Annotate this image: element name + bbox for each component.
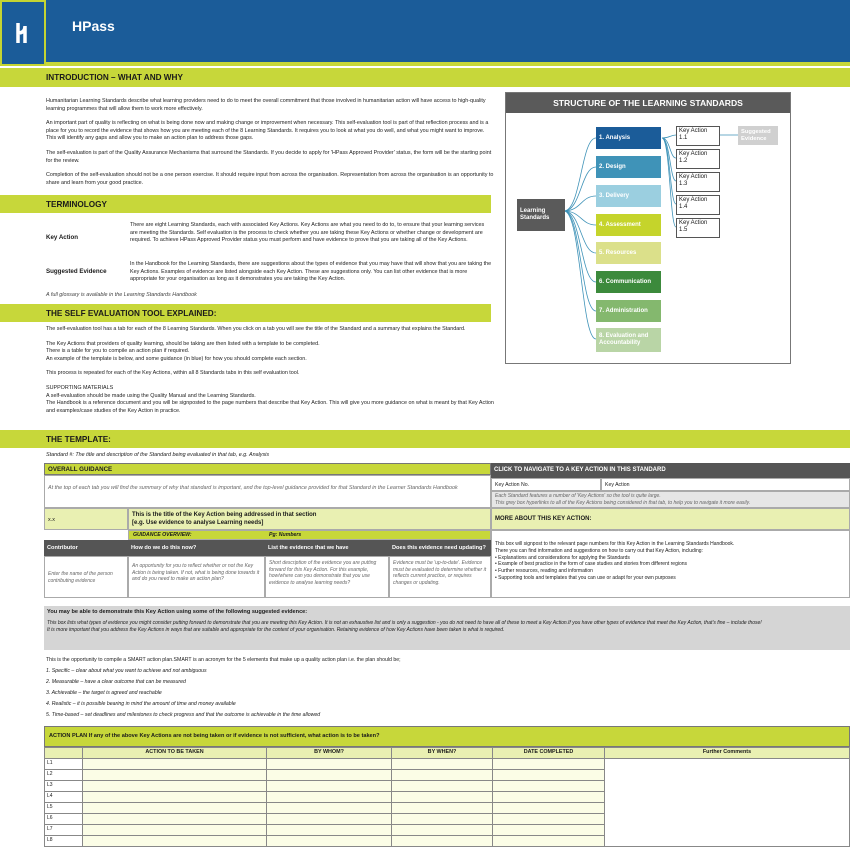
terminology-band <box>0 195 491 213</box>
plan-cell[interactable] <box>267 770 392 781</box>
row-how[interactable]: An opportunity for you to reflect whether or not the Key Action is being taken. If not, what is being done towards it and do you need to make an action plan? <box>128 556 265 598</box>
plan-col-completed: DATE COMPLETED <box>493 748 605 759</box>
self-eval-p2b: There is a table for you to compile an action plan if required. <box>46 348 190 355</box>
plan-col-when: BY WHEN? <box>392 748 493 759</box>
self-eval-p3: This process is repeated for each of the Key Actions, within all 8 Standards tabs in this self evaluation tool. <box>46 370 300 377</box>
key-action-1-5 <box>676 218 720 238</box>
evidence-panel-text-1: This box lists what types of evidence you might consider putting forward to demonstrate that you are meeting this Key Action. It is not an exhaustive list and is only a suggestion - you do not need to have all of these to meet a Key Action.If you have other types of evidence that meet the Key Action, that's fine – include those! <box>47 620 762 626</box>
header-accent <box>0 62 850 66</box>
key-action-term: Key Action <box>46 234 79 241</box>
key-action-1-4 <box>676 195 720 215</box>
more-text-1: This box will signpost to the relevant page numbers for this Key Action in the Learning Standards Handbook. <box>495 541 735 547</box>
action-plan-header: ACTION PLAN If any of the above Key Actions are not being taken or if evidence is not sufficient, what action is to be taken? <box>44 726 850 747</box>
guidance-overview-label: GUIDANCE OVERVIEW: <box>133 532 192 538</box>
overall-guidance-header: OVERALL GUIDANCE <box>44 463 491 475</box>
self-eval-p4b: A self-evaluation should be made using the Quality Manual and the Learning Standards. <box>46 392 256 399</box>
plan-row-label: L2 <box>45 770 83 781</box>
plan-cell[interactable] <box>83 759 267 770</box>
action-plan-table <box>44 747 850 847</box>
plan-cell[interactable] <box>493 781 605 792</box>
brand-name: HPass <box>72 18 115 34</box>
standard-resources[interactable]: 5. Resources <box>596 242 661 264</box>
plan-cell[interactable] <box>392 825 493 836</box>
key-action-number: 1.5 <box>679 227 688 233</box>
plan-cell[interactable] <box>267 792 392 803</box>
hpass-logo <box>0 0 46 66</box>
terminology-heading: TERMINOLOGY <box>46 199 107 209</box>
template-band <box>0 430 850 448</box>
plan-row-label: L3 <box>45 781 83 792</box>
plan-cell[interactable] <box>392 814 493 825</box>
standard-assessment[interactable]: 4. Assessment <box>596 214 661 236</box>
row-contributor[interactable]: Enter the name of the person contributing evidence <box>44 556 128 598</box>
key-action-1-2 <box>676 149 720 169</box>
plan-cell[interactable] <box>83 770 267 781</box>
key-action-label: Key Action <box>679 197 708 203</box>
plan-row-label: L8 <box>45 836 83 847</box>
intro-p1: Humanitarian Learning Standards describe what learning providers need to do to meet the overall commitment that those involved in humanitarian action will have access to high-quality learning programmes that will allow them to work more effectively. <box>46 98 486 112</box>
key-action-1-1 <box>676 126 720 146</box>
template-heading: THE TEMPLATE: <box>46 434 111 444</box>
plan-col-comments: Further Comments <box>605 748 850 759</box>
plan-cell[interactable] <box>493 814 605 825</box>
plan-row-label: L6 <box>45 814 83 825</box>
plan-cell[interactable] <box>392 836 493 847</box>
ka-number-cell: x.x <box>44 508 128 530</box>
header-bar <box>0 0 850 62</box>
standard-delivery[interactable]: 3. Delivery <box>596 185 661 207</box>
plan-cell[interactable] <box>267 825 392 836</box>
plan-cell[interactable] <box>267 759 392 770</box>
plan-cell[interactable] <box>493 770 605 781</box>
evidence-term: Suggested Evidence <box>46 268 107 275</box>
smart-achievable: 3. Achievable – the target is agreed and reachable <box>46 690 162 696</box>
plan-cell[interactable] <box>83 836 267 847</box>
plan-row-label: L7 <box>45 825 83 836</box>
col-contributor: Contributor <box>44 540 128 556</box>
self-eval-p2a: The Key Actions that providers of quality learning, should be taking are then listed with a template to be completed. <box>46 340 320 347</box>
self-eval-text <box>46 326 494 415</box>
col-evidence-list: List the evidence that we have <box>265 540 389 556</box>
suggested-evidence-panel <box>44 606 850 650</box>
ka-title-cell <box>128 508 491 530</box>
intro-p3: The self-evaluation is part of the Quality Assurance Mechanisms that surround the Standards. If you decide to apply for 'HPass Approved Provider' status, the form will be the starting point for the review. <box>46 149 492 164</box>
more-bullet-2: • Example of best practice in the form of case studies and stories from different regions <box>495 561 688 568</box>
smart-realistic: 4. Realistic – it is possible bearing in mind the amount of time and money available <box>46 701 236 707</box>
key-action-label: Key Action <box>679 220 708 226</box>
plan-cell[interactable] <box>267 836 392 847</box>
ka-col: Key Action <box>601 478 850 491</box>
self-eval-heading: THE SELF EVALUATION TOOL EXPLAINED: <box>46 308 217 318</box>
plan-cell[interactable] <box>83 814 267 825</box>
key-action-definition: There are eight Learning Standards, each with associated Key Actions. Key Actions are what you need to do to, to ensure that your learning services are meeting the Standards. Self evaluation is the process to check whether you are taking these Key Actions or whether change or development are required. To achieve HPass Approved Provider status you must perform and have evidence to prove that you are taking all of the Key Actions. <box>130 222 485 244</box>
intro-heading: INTRODUCTION – WHAT AND WHY <box>46 73 183 82</box>
ka-navigator-box[interactable] <box>491 491 850 508</box>
more-text-2: There you can find information and suggestions on how to carry out that Key Action, including: <box>495 547 703 554</box>
row-updating[interactable]: Evidence must be 'up-to-date'. Evidence must be evaluated to determine whether it reflects current practice, or requires changes or updating. <box>389 556 491 598</box>
self-eval-p4a: SUPPORTING MATERIALS <box>46 384 114 391</box>
plan-cell[interactable] <box>493 825 605 836</box>
ka-title-2: [e.g. Use evidence to analyse Learning needs] <box>132 520 264 526</box>
plan-comments-cell[interactable] <box>605 759 850 847</box>
more-bullet-3: • Further resources, reading and information <box>495 568 593 575</box>
page-numbers-label: Pg: Numbers <box>269 532 302 538</box>
plan-cell[interactable] <box>493 803 605 814</box>
plan-cell[interactable] <box>83 825 267 836</box>
smart-time-based: 5. Time-based – set deadlines and milestones to check progress and that the outcome is achievable in the time allowed <box>46 712 321 718</box>
self-eval-band <box>0 304 491 322</box>
plan-cell[interactable] <box>83 803 267 814</box>
intro-p4: Completion of the self-evaluation should not be a one person exercise. It should require input from across the organisation. Representation from across the organisation is an opportunity to share and learn from your good practice. <box>46 172 494 186</box>
self-eval-p1: The self-evaluation tool has a tab for each of the 8 Learning Standards. When you click on a tab you will see the title of the Standard and a summary that explains the Standard. <box>46 326 466 332</box>
plan-cell[interactable] <box>267 803 392 814</box>
plan-cell[interactable] <box>392 792 493 803</box>
plan-corner <box>45 748 83 759</box>
plan-cell[interactable] <box>267 814 392 825</box>
plan-cell[interactable] <box>267 781 392 792</box>
overall-guidance-text: At the top of each tab you will find the summary of why that standard is important, and the top-level guidance provided for that Standard in the Learner Standards Handbook <box>44 475 491 508</box>
hpass-logo-icon <box>12 19 34 47</box>
smart-section <box>46 655 826 721</box>
plan-cell[interactable] <box>392 803 493 814</box>
smart-measurable: 2. Measurable – have a clear outcome that can be measured <box>46 679 186 685</box>
plan-col-action: ACTION TO BE TAKEN <box>83 748 267 759</box>
guidance-overview-bar <box>128 530 491 540</box>
col-updating: Does this evidence need updating? <box>389 540 491 556</box>
key-action-number: 1.2 <box>679 158 688 164</box>
plan-cell[interactable] <box>83 781 267 792</box>
key-action-label: Key Action <box>679 174 708 180</box>
evidence-definition: In the Handbook for the Learning Standards, there are suggestions about the types of evidence that you may have that will show that you are taking the Key Actions. Examples of evidence are listed alongside each Key Action. These are suggestions only. You can list other evidence that is more appropriate for your organisation as long as it demonstrates you are taking the Key Action. <box>130 261 492 283</box>
standard-analysis[interactable]: 1. Analysis <box>596 127 661 149</box>
self-eval-p2c: An example of the template is below, and some guidance (in blue) for how you should complete each section. <box>46 355 307 362</box>
structure-diagram <box>505 92 791 364</box>
glossary-note: A full glossary is available in the Learning Standards Handbook <box>46 292 197 298</box>
key-action-number: 1.4 <box>679 204 688 210</box>
intro-heading-band <box>0 68 850 87</box>
plan-cell[interactable] <box>493 792 605 803</box>
plan-row-label: L1 <box>45 759 83 770</box>
plan-cell[interactable] <box>493 836 605 847</box>
standard-evaluation[interactable]: 8. Evaluation and Accountability <box>596 328 661 352</box>
key-action-label: Key Action <box>679 151 708 157</box>
key-action-1-3 <box>676 172 720 192</box>
plan-cell[interactable] <box>392 770 493 781</box>
learning-standards-root: Learning Standards <box>517 199 565 231</box>
ka-desc-1: Each Standard features a number of 'Key Actions' so the tool is quite large. <box>495 493 661 499</box>
smart-intro: This is the opportunity to compile a SMART action plan.SMART is an acronym for the 5 elements that make up a quality action plan i.e. the plan should be; <box>46 657 401 663</box>
more-about-text <box>491 530 850 598</box>
plan-cell[interactable] <box>493 759 605 770</box>
more-bullet-1: • Explanations and considerations for applying the Standards <box>495 554 630 561</box>
key-action-number: 1.1 <box>679 135 688 141</box>
col-how: How do we do this now? <box>128 540 265 556</box>
evidence-panel-text-2: It is more important that you address the Key Actions in ways that are suitable and appropriate for the context of your organisation. Retaining evidence of how Key Actions have been taken is what is required. <box>47 626 505 633</box>
suggested-evidence-box: Suggested Evidence <box>738 126 778 145</box>
key-action-label: Key Action <box>679 128 708 134</box>
key-action-number: 1.3 <box>679 181 688 187</box>
more-about-header: MORE ABOUT THIS KEY ACTION: <box>491 508 850 530</box>
plan-cell[interactable] <box>83 792 267 803</box>
self-eval-p4c: The Handbook is a reference document and you will be signposted to the page numbers that describe that Key Action. This will give you more guidance on what is meant by that Key Action and examples/case studies of the Key Action in practice. <box>46 400 494 414</box>
plan-row-label: L5 <box>45 803 83 814</box>
standard-communication[interactable]: 6. Communication <box>596 271 661 293</box>
standard-administration[interactable]: 7. Administration <box>596 300 661 322</box>
plan-cell[interactable] <box>392 781 493 792</box>
standard-design[interactable]: 2. Design <box>596 156 661 178</box>
ka-no-col: Key Action No. <box>491 478 601 491</box>
evidence-panel-heading: You may be able to demonstrate this Key Action using some of the following suggested evidence: <box>47 609 308 615</box>
plan-row-label: L4 <box>45 792 83 803</box>
standard-line: Standard #: The title and description of the Standard being evaluated in that tab, e.g. Analysis <box>46 452 270 458</box>
row-evidence-list[interactable]: Short description of the evidence you are putting forward for this Key Action. For this example, how/where can you demonstrate that you use evidence to analyse learning needs? <box>265 556 389 598</box>
smart-specific: 1. Specific – clear about what you want to achieve and not ambiguous <box>46 668 207 674</box>
plan-col-whom: BY WHOM? <box>267 748 392 759</box>
more-bullet-4: • Supporting tools and templates that you can use or adapt for your own purposes <box>495 574 676 581</box>
intro-text <box>46 98 494 187</box>
navigate-header[interactable]: CLICK TO NAVIGATE TO A KEY ACTION IN THIS STANDARD <box>491 463 850 478</box>
diagram-title: STRUCTURE OF THE LEARNING STANDARDS <box>506 93 790 113</box>
intro-p2: An important part of quality is reflecting on what is being done now and making change or improvement when necessary. This self-evaluation tool is part of that reflection process and is a place for you to record the evidence that shows how you are meeting each of the 8 Learning Standards. It requires you to look at what you do well, and what you might want to improve. This will identify any gaps and allow you to make an action plan to address those gaps. <box>46 120 489 142</box>
ka-desc-2: This grey box hyperlinks to all of the Key Actions being considered in that tab, to help you to navigate it more easily. <box>495 499 751 506</box>
ka-title-1: This is the title of the Key Action being addressed in that section <box>132 512 317 518</box>
plan-cell[interactable] <box>392 759 493 770</box>
